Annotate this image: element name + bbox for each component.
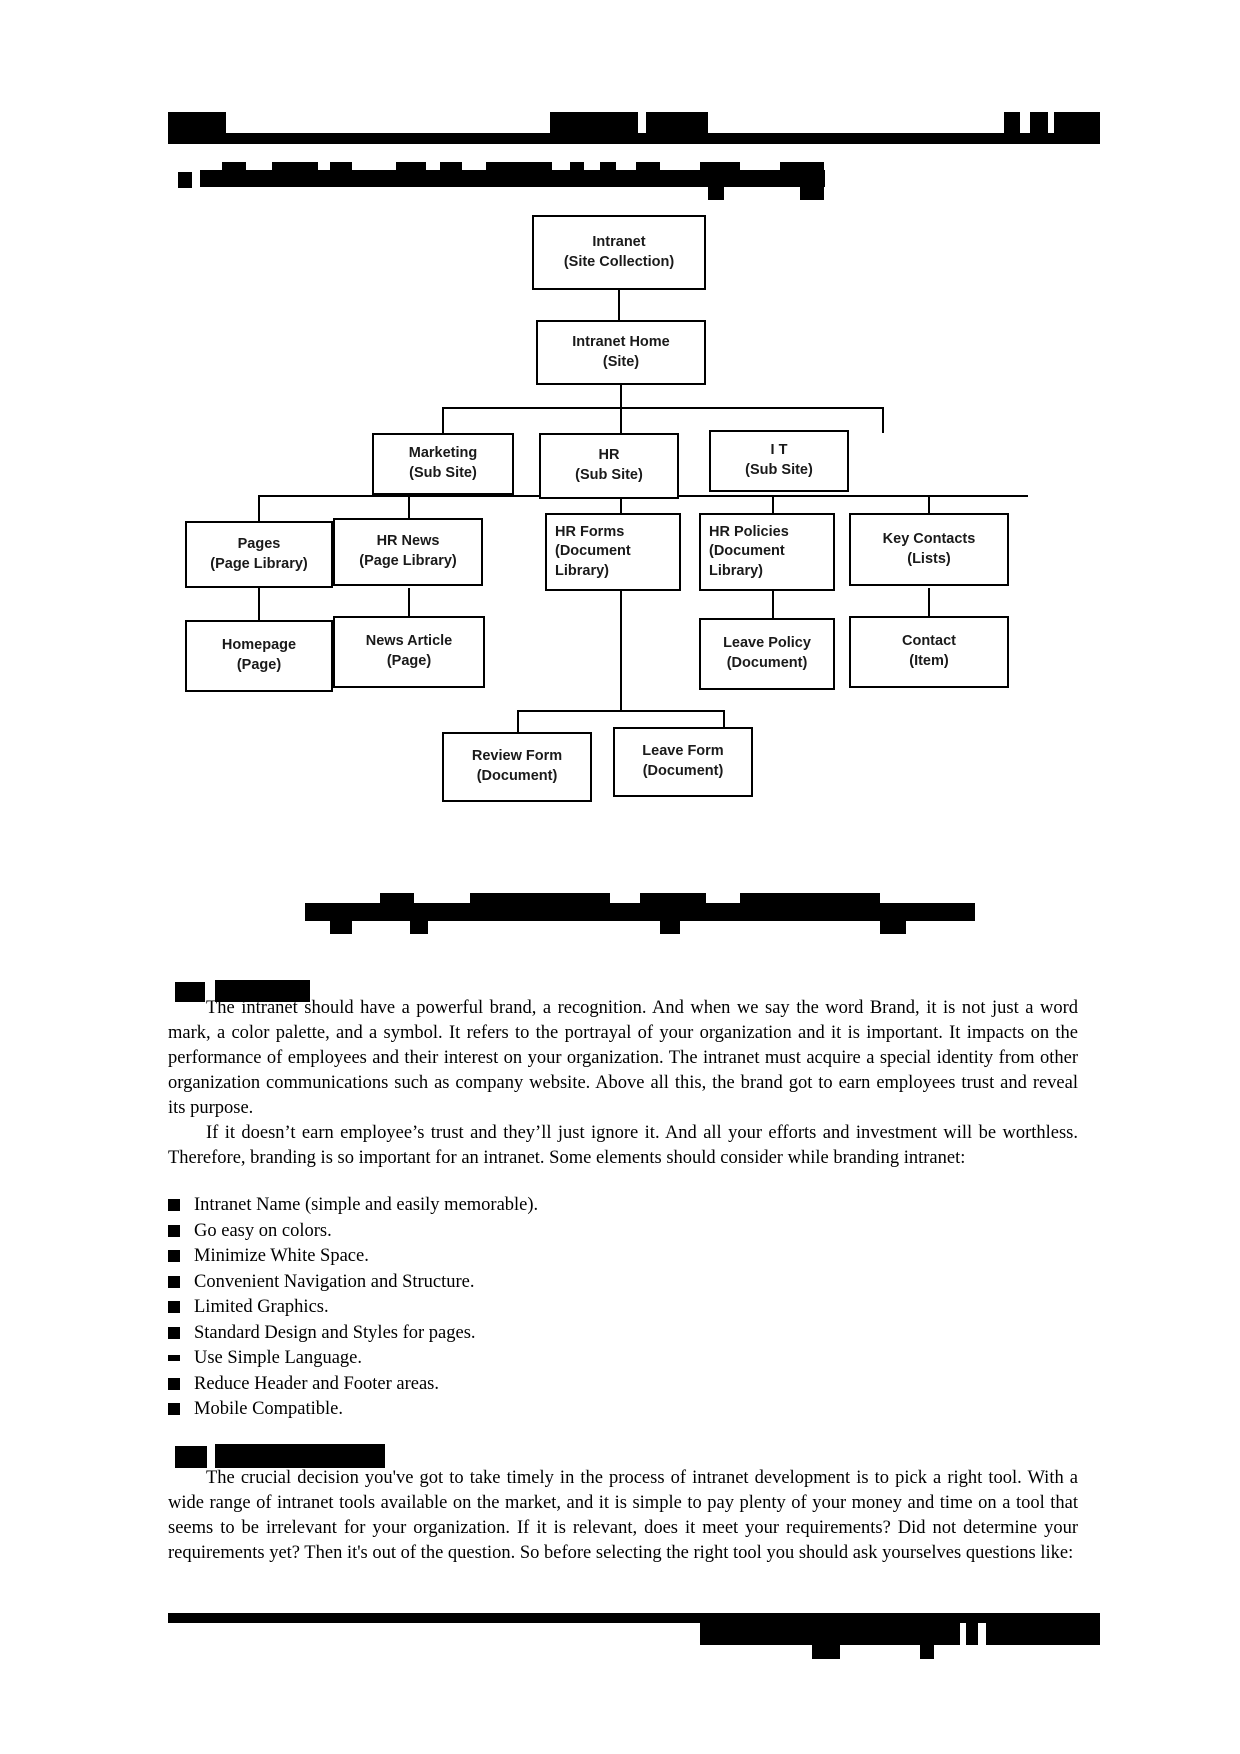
bullet-square-icon — [168, 1355, 180, 1361]
list-item — [168, 1295, 1078, 1321]
node-intranet-line2: (Site Collection) — [563, 253, 675, 270]
node-intranet-line1: Intranet — [592, 233, 646, 250]
node-pages-line2: (Page Library) — [210, 555, 308, 572]
node-review-form-line1: Review Form — [471, 748, 563, 765]
site-hierarchy-diagram — [165, 205, 1075, 825]
node-homepage-line2: (Page) — [236, 657, 282, 673]
node-review-form — [442, 732, 592, 802]
footer-redaction-block-3 — [986, 1623, 1100, 1645]
node-hr — [539, 433, 679, 499]
footer-redaction-block-2 — [966, 1623, 978, 1645]
figure-caption-redaction-tail-3 — [660, 920, 680, 934]
node-key-contacts — [849, 513, 1009, 586]
subheader-redaction-tick-9 — [636, 162, 660, 172]
node-intranet-home-line1: Intranet Home — [572, 333, 670, 350]
node-hr-news — [333, 518, 483, 586]
list-item — [168, 1397, 1078, 1423]
connector-to-reviewform — [517, 710, 519, 732]
subheader-redaction-tick-2 — [272, 162, 318, 172]
node-leave-form-line2: (Document) — [642, 763, 724, 779]
node-leave-form — [613, 727, 753, 797]
subheader-redaction-tick-10 — [700, 162, 740, 172]
subheader-redaction-tail-2 — [800, 186, 824, 200]
section-tool-heading-text-redaction — [215, 1444, 385, 1468]
bullet-square-icon — [168, 1276, 180, 1288]
figure-caption-redaction-tail-2 — [410, 920, 428, 934]
node-marketing — [372, 433, 514, 495]
node-hr-news-line2: (Page Library) — [359, 553, 457, 569]
section-tool-paragraph-1: The crucial decision you've got to take timely in the process of intranet development is to pick a right tool. With a wide range of intranet tools available on the market, and it is simple to pay plenty of your money and time on a tool that seems to be irrelevant for your organization. If it is relevant, does it meet your requirements? Did not determine your requirements yet? Then it's out of the question. So before selecting the right tool you should ask yourselves questions like: — [168, 1468, 1078, 1563]
node-pages — [185, 521, 333, 588]
node-intranet — [532, 215, 706, 290]
footer-redaction-tail-2 — [920, 1645, 934, 1659]
list-item — [168, 1244, 1078, 1270]
node-it — [709, 430, 849, 492]
connector-forms-bus — [517, 710, 725, 712]
subheader-redaction-tick-8 — [600, 162, 616, 172]
node-contact-line1: Contact — [902, 633, 956, 650]
list-item-label: Limited Graphics. — [194, 1297, 329, 1317]
node-key-contacts-line2: (Lists) — [907, 550, 951, 567]
figure-caption-redaction-tail-4 — [880, 920, 906, 934]
section-branding-paragraph-1-wrap — [168, 996, 1078, 1121]
list-item-label: Intranet Name (simple and easily memorable). — [194, 1195, 539, 1215]
node-news-article — [333, 616, 485, 688]
list-item-label: Standard Design and Styles for pages. — [194, 1322, 476, 1343]
connector-pages-to-homepage — [258, 588, 260, 620]
header-rule — [168, 133, 1100, 144]
node-hr-policies — [699, 513, 835, 591]
node-intranet-home-line2: (Site) — [602, 353, 640, 370]
connector-to-pages — [258, 495, 260, 521]
node-homepage — [185, 620, 333, 692]
node-marketing-line2: (Sub Site) — [409, 465, 477, 481]
list-item-label: Go easy on colors. — [194, 1220, 332, 1241]
footer-rule — [168, 1613, 1100, 1623]
node-hr-news-line1: HR News — [376, 533, 440, 550]
section-branding-paragraph-1: The intranet should have a powerful brand, a recognition. And when we say the word Brand, it is not just a word mark, a color palette, and a symbol. It refers to the portrayal of your organization and it is important. It impacts on the performance of employees and their interest on your organization. The intranet must acquire a special identity from other organization communications such as company website. Above all this, the brand got to earn employees trust and reveal its purpose. — [168, 998, 1078, 1118]
node-key-contacts-line1: Key Contacts — [882, 530, 976, 547]
subheader-redaction-tick-3 — [330, 162, 352, 172]
connector-intranet-to-home — [618, 290, 620, 320]
section-branding-bullet-list — [168, 1193, 1078, 1423]
list-item — [168, 1193, 1078, 1219]
subheader-redaction-tick-4 — [396, 162, 426, 172]
node-news-article-line2: (Page) — [386, 653, 432, 669]
node-hr-line1: HR — [598, 447, 620, 464]
section-branding-paragraph-2: If it doesn’t earn employee’s trust and they’ll just ignore it. And all your efforts and investment will be worthless. Therefore, branding is so important for an intranet. Some elements should consider while branding intranet: — [168, 1123, 1078, 1168]
connector-to-marketing — [442, 407, 444, 433]
bullet-square-icon — [168, 1378, 180, 1390]
node-hr-forms — [545, 513, 681, 591]
list-item — [168, 1219, 1078, 1245]
list-item-label: Convenient Navigation and Structure. — [194, 1271, 475, 1292]
connector-to-it — [882, 407, 884, 433]
connector-to-hr — [620, 407, 622, 433]
list-item-label: Use Simple Language. — [194, 1348, 362, 1368]
node-pages-line1: Pages — [237, 535, 281, 552]
subheader-redaction-tick-11 — [780, 162, 824, 172]
footer-redaction-block-1 — [700, 1623, 960, 1645]
node-hr-policies-line1: HR Policies — [709, 523, 789, 540]
node-review-form-line2: (Document) — [476, 768, 558, 784]
bullet-square-icon — [168, 1250, 180, 1262]
list-item-label: Reduce Header and Footer areas. — [194, 1373, 440, 1394]
bullet-square-icon — [168, 1327, 180, 1339]
node-contact-line2: (Item) — [909, 653, 949, 669]
section-branding-paragraph-2-wrap — [168, 1121, 1078, 1171]
bullet-square-icon — [168, 1403, 180, 1415]
list-item — [168, 1372, 1078, 1398]
section-tool-paragraph-1-wrap — [168, 1466, 1078, 1566]
node-homepage-line1: Homepage — [221, 637, 297, 654]
bullet-square-icon — [168, 1199, 180, 1211]
connector-hrforms-down — [620, 590, 622, 710]
subheader-redaction-block — [178, 172, 192, 188]
figure-caption-redaction — [305, 903, 975, 921]
bullet-square-icon — [168, 1225, 180, 1237]
node-marketing-line1: Marketing — [408, 445, 478, 462]
node-hr-forms-line2: (Document Library) — [555, 543, 631, 579]
figure-caption-redaction-tail-1 — [330, 920, 352, 934]
list-item-label: Minimize White Space. — [194, 1246, 369, 1266]
subheader-redaction-tick-7 — [570, 162, 584, 172]
node-hr-policies-line2: (Document Library) — [709, 543, 785, 579]
node-it-line2: (Sub Site) — [745, 462, 813, 478]
subheader-redaction-tick-5 — [440, 162, 462, 172]
subheader-redaction-tick-6 — [486, 162, 552, 172]
node-hr-line2: (Sub Site) — [575, 467, 643, 483]
node-leave-form-line1: Leave Form — [642, 743, 724, 760]
node-leave-policy — [699, 618, 835, 690]
node-news-article-line1: News Article — [365, 633, 453, 650]
figure-caption-redaction-tick-3 — [640, 893, 706, 905]
connector-level3-bus — [442, 407, 882, 409]
figure-caption-redaction-tick-2 — [470, 893, 610, 905]
list-item-label: Mobile Compatible. — [194, 1399, 344, 1419]
node-leave-policy-line1: Leave Policy — [723, 635, 811, 652]
node-it-line1: I T — [770, 442, 788, 459]
connector-home-down — [620, 385, 622, 407]
list-item — [168, 1346, 1078, 1372]
subheader-redaction-tail-1 — [708, 186, 724, 200]
list-item — [168, 1270, 1078, 1296]
node-contact — [849, 616, 1009, 688]
footer-redaction-tail-1 — [812, 1645, 840, 1659]
node-hr-forms-line1: HR Forms — [555, 523, 625, 540]
node-leave-policy-line2: (Document) — [726, 655, 808, 671]
node-intranet-home — [536, 320, 706, 385]
subheader-redaction-line — [200, 170, 825, 187]
list-item — [168, 1321, 1078, 1347]
section-tool-heading-number-redaction — [175, 1446, 207, 1468]
figure-caption-redaction-tick-1 — [380, 893, 414, 905]
bullet-square-icon — [168, 1301, 180, 1313]
figure-caption-redaction-tick-4 — [740, 893, 880, 905]
connector-hrpolicies-to-leavepolicy — [772, 588, 774, 620]
subheader-redaction-tick-1 — [222, 162, 246, 172]
